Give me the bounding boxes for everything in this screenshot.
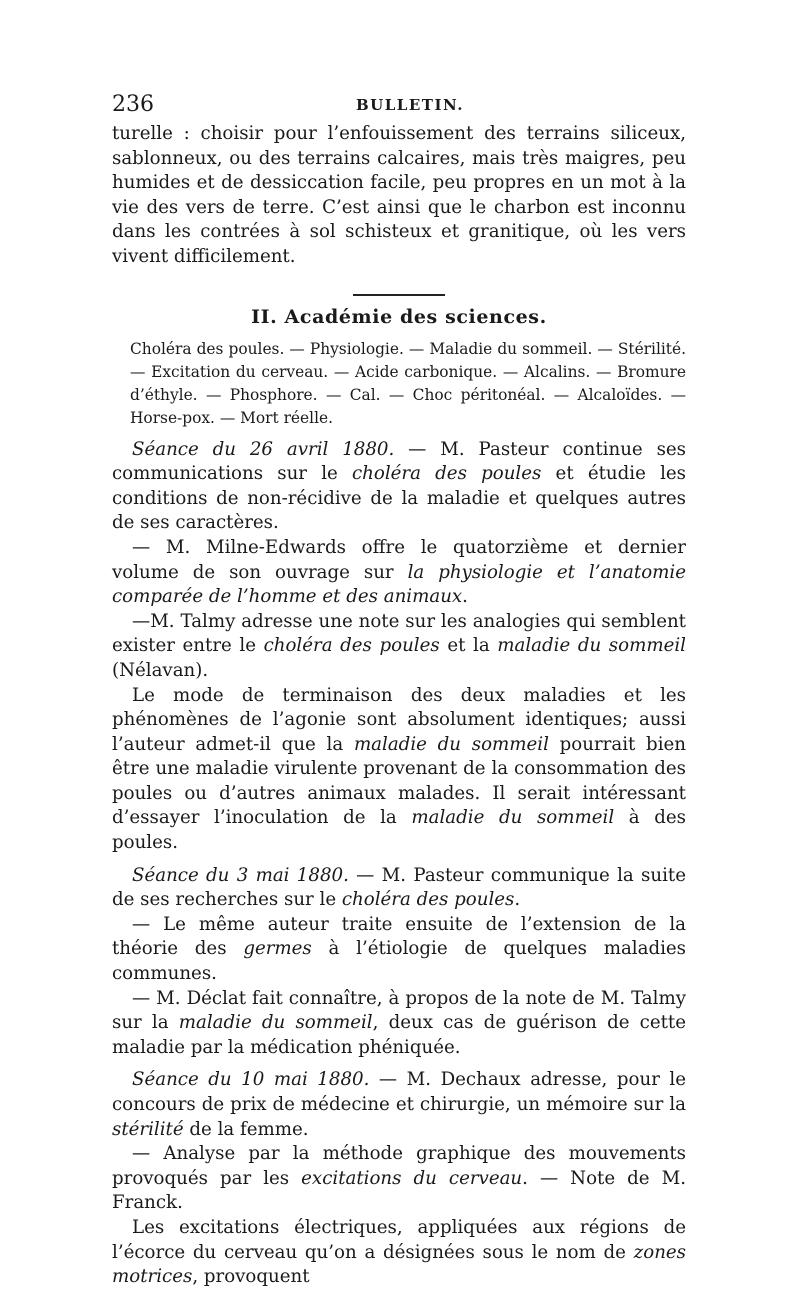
page-number: 236 <box>112 92 154 117</box>
paragraph-mode-terminaison: Le mode de terminaison des deux maladies et les phénomènes de l’agonie sont absolument identiques; aussi l’auteur admet-il que la maladie du sommeil pourrait bien être une maladie virulente provenant de la consommation des poules ou d’autres animaux malades. Il serait intéressant d’essayer l’inoculation de la maladie du sommeil à des poules. <box>112 684 686 854</box>
section-divider <box>353 294 445 296</box>
continuation-paragraph: turelle : choisir pour l’enfouissement des terrains siliceux, sablonneux, ou des terrains calcaires, mais très maigres, peu humides et de dessiccation facile, peu propres en un mot à la vie des vers de terre. C’est ainsi que le charbon est inconnu dans les contrées à sol schisteux et granitique, où les vers vivent difficilement. <box>112 123 686 267</box>
seance-date: Séance du 3 mai 1880. <box>132 864 349 886</box>
paragraph-milne-edwards: — M. Milne-Edwards offre le quatorzième et dernier volume de son ouvrage sur la physiologie et l’anatomie comparée de l’homme et des animaux. <box>112 536 686 608</box>
paragraph-seance-26-avril: Séance du 26 avril 1880. — M. Pasteur continue ses communications sur le choléra des poules et étudie les conditions de non-récidive de la maladie et quelques autres de ses caractères. <box>112 438 686 534</box>
paragraph-talmy: —M. Talmy adresse une note sur les analogies qui semblent exister entre le choléra des poules et la maladie du sommeil (Nélavan). <box>112 610 686 681</box>
paragraph-declat: — M. Déclat fait connaître, à propos de la note de M. Talmy sur la maladie du sommeil, deux cas de guérison de cette maladie par la médication phéniquée. <box>112 987 686 1058</box>
running-title: BULLETIN. <box>356 96 464 114</box>
paragraph-excitations: Les excitations électriques, appliquées aux régions de l’écorce du cerveau qu’on a désignées sous le nom de zones motrices, provoquent <box>112 1216 686 1288</box>
paragraph-franck: — Analyse par la méthode graphique des mouvements provoqués par les excitations du cerveau. — Note de M. Franck. <box>112 1143 686 1214</box>
paragraph-seance-3-mai: Séance du 3 mai 1880. — M. Pasteur communique la suite de ses recherches sur le choléra des poules. <box>112 864 686 911</box>
page-header <box>112 92 686 122</box>
seance-date: Séance du 10 mai 1880. <box>132 1069 370 1091</box>
section-topics: Choléra des poules. — Physiologie. — Maladie du sommeil. — Stérilité. — Excitation du cerveau. — Acide carbonique. — Alcalins. — Bromure d’éthyle. — Phosphore. — Cal. — Choc péritonéal. — Alcaloïdes. — Horse-pox. — Mort réelle. <box>130 339 686 427</box>
seance-date: Séance du 26 avril 1880. <box>132 438 395 460</box>
section-title: II. Académie des sciences. <box>251 305 547 328</box>
book-page <box>112 92 686 1290</box>
paragraph-seance-10-mai: Séance du 10 mai 1880. — M. Dechaux adresse, pour le concours de prix de médecine et chirurgie, un mémoire sur la stérilité de la femme. <box>112 1069 687 1140</box>
paragraph-theorie-germes: — Le même auteur traite ensuite de l’extension de la théorie des germes à l’étiologie de quelques maladies communes. <box>112 913 687 985</box>
